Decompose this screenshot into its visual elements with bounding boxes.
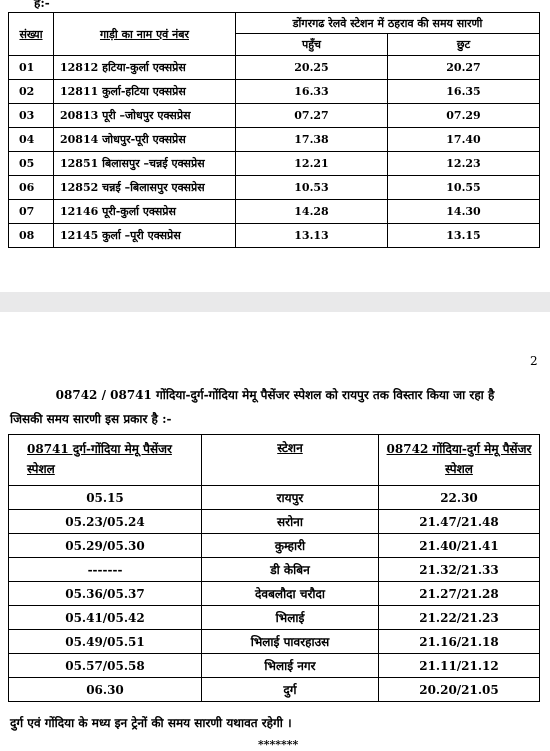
table-row <box>9 128 540 152</box>
header-train: गाड़ी का नाम एवं नंबर <box>54 13 236 56</box>
table-row <box>9 56 540 80</box>
train-cell: 12812 हटिया-कुर्ला एक्सप्रेस <box>54 56 236 80</box>
station-cell: सरोना <box>202 510 379 534</box>
intro-line-2: जिसकी समय सारणी इस प्रकार है :- <box>10 412 172 426</box>
time-08741-cell: 05.23/05.24 <box>9 510 202 534</box>
serial-cell: 03 <box>9 104 54 128</box>
header-08742 <box>379 435 540 486</box>
station-cell: रायपुर <box>202 486 379 510</box>
time-08742-cell: 21.32/21.33 <box>379 558 540 582</box>
train-cell: 12811 कुर्ला-हटिया एक्सप्रेस <box>54 80 236 104</box>
station-cell: भिलाई पावरहाउस <box>202 630 379 654</box>
table-row <box>9 486 540 510</box>
serial-cell: 02 <box>9 80 54 104</box>
serial-cell: 06 <box>9 176 54 200</box>
time-08741-cell: 05.57/05.58 <box>9 654 202 678</box>
time-08742-cell: 21.22/21.23 <box>379 606 540 630</box>
arrival-cell: 16.33 <box>236 80 388 104</box>
table-row <box>9 510 540 534</box>
departure-cell: 14.30 <box>388 200 540 224</box>
table-row <box>9 176 540 200</box>
arrival-cell: 10.53 <box>236 176 388 200</box>
time-08742-cell: 21.47/21.48 <box>379 510 540 534</box>
departure-cell: 07.29 <box>388 104 540 128</box>
departure-cell: 13.15 <box>388 224 540 248</box>
table-row <box>9 582 540 606</box>
cut-text: ह:- <box>34 0 50 10</box>
time-08741-cell: ------- <box>9 558 202 582</box>
time-08741-cell: 06.30 <box>9 678 202 702</box>
station-cell: भिलाई नगर <box>202 654 379 678</box>
departure-cell: 12.23 <box>388 152 540 176</box>
serial-cell: 08 <box>9 224 54 248</box>
station-cell: डी केबिन <box>202 558 379 582</box>
footer-note: दुर्ग एवं गोंदिया के मध्य इन ट्रेनों की समय सारणी यथावत रहेगी । <box>10 716 292 730</box>
table-row <box>9 630 540 654</box>
serial-cell: 05 <box>9 152 54 176</box>
time-08741-cell: 05.29/05.30 <box>9 534 202 558</box>
time-08742-cell: 21.40/21.41 <box>379 534 540 558</box>
memu-schedule-table <box>8 434 540 702</box>
arrival-cell: 20.25 <box>236 56 388 80</box>
header-station: स्टेशन <box>202 435 379 486</box>
serial-cell: 07 <box>9 200 54 224</box>
time-08741-cell: 05.49/05.51 <box>9 630 202 654</box>
arrival-cell: 14.28 <box>236 200 388 224</box>
station-cell: कुम्हारी <box>202 534 379 558</box>
train-cell: 12145 कुर्ला –पूरी एक्सप्रेस <box>54 224 236 248</box>
station-cell: भिलाई <box>202 606 379 630</box>
time-08742-cell: 20.20/21.05 <box>379 678 540 702</box>
stoppage-schedule-table <box>8 12 540 248</box>
time-08742-cell: 21.11/21.12 <box>379 654 540 678</box>
time-08742-cell: 22.30 <box>379 486 540 510</box>
time-08741-cell: 05.15 <box>9 486 202 510</box>
time-08741-cell: 05.41/05.42 <box>9 606 202 630</box>
header-arrival: पहुँच <box>236 34 388 56</box>
table-row <box>9 558 540 582</box>
train-cell: 20813 पूरी –जोधपुर एक्सप्रेस <box>54 104 236 128</box>
table-row <box>9 678 540 702</box>
table-row <box>9 152 540 176</box>
station-cell: दुर्ग <box>202 678 379 702</box>
time-08741-cell: 05.36/05.37 <box>9 582 202 606</box>
table-row <box>9 606 540 630</box>
header-08741 <box>9 435 202 486</box>
end-stars: ******* <box>258 738 299 751</box>
intro-line-1: 08742 / 08741 गोंदिया-दुर्ग-गोंदिया मेमू पैसेंजर स्पेशल को रायपुर तक विस्तार किया जा रहा है <box>55 388 495 402</box>
time-08742-cell: 21.27/21.28 <box>379 582 540 606</box>
arrival-cell: 12.21 <box>236 152 388 176</box>
page-1 <box>0 0 550 292</box>
train-cell: 20814 जोधपुर-पूरी एक्सप्रेस <box>54 128 236 152</box>
table-row <box>9 534 540 558</box>
table-row <box>9 654 540 678</box>
train-cell: 12852 चन्नई –बिलासपुर एक्सप्रेस <box>54 176 236 200</box>
page-2 <box>0 312 550 751</box>
departure-cell: 10.55 <box>388 176 540 200</box>
header-08741-line1: 08741 दुर्ग-गोंदिया मेमू पैसेंजर <box>27 442 172 456</box>
serial-cell: 01 <box>9 56 54 80</box>
header-serial: संख्या <box>9 13 54 56</box>
train-cell: 12146 पूरी-कुर्ला एक्सप्रेस <box>54 200 236 224</box>
departure-cell: 20.27 <box>388 56 540 80</box>
header-departure: छुट <box>388 34 540 56</box>
table-row <box>9 224 540 248</box>
arrival-cell: 07.27 <box>236 104 388 128</box>
header-schedule: डोंगरगढ रेलवे स्टेशन में ठहराव की समय सारणी <box>236 13 540 34</box>
header-08742-line2: स्पेशल <box>445 462 473 476</box>
arrival-cell: 13.13 <box>236 224 388 248</box>
arrival-cell: 17.38 <box>236 128 388 152</box>
table-row <box>9 200 540 224</box>
page-number: 2 <box>530 354 538 368</box>
table-row <box>9 80 540 104</box>
departure-cell: 16.35 <box>388 80 540 104</box>
train-cell: 12851 बिलासपुर –चन्नई एक्सप्रेस <box>54 152 236 176</box>
header-08741-line2: स्पेशल <box>27 462 55 476</box>
departure-cell: 17.40 <box>388 128 540 152</box>
header-08742-line1: 08742 गोंदिया-दुर्ग मेमू पैसेंजर <box>386 442 532 456</box>
table-row <box>9 104 540 128</box>
station-cell: देवबलौदा चरौदा <box>202 582 379 606</box>
time-08742-cell: 21.16/21.18 <box>379 630 540 654</box>
serial-cell: 04 <box>9 128 54 152</box>
page-gap <box>0 292 550 312</box>
